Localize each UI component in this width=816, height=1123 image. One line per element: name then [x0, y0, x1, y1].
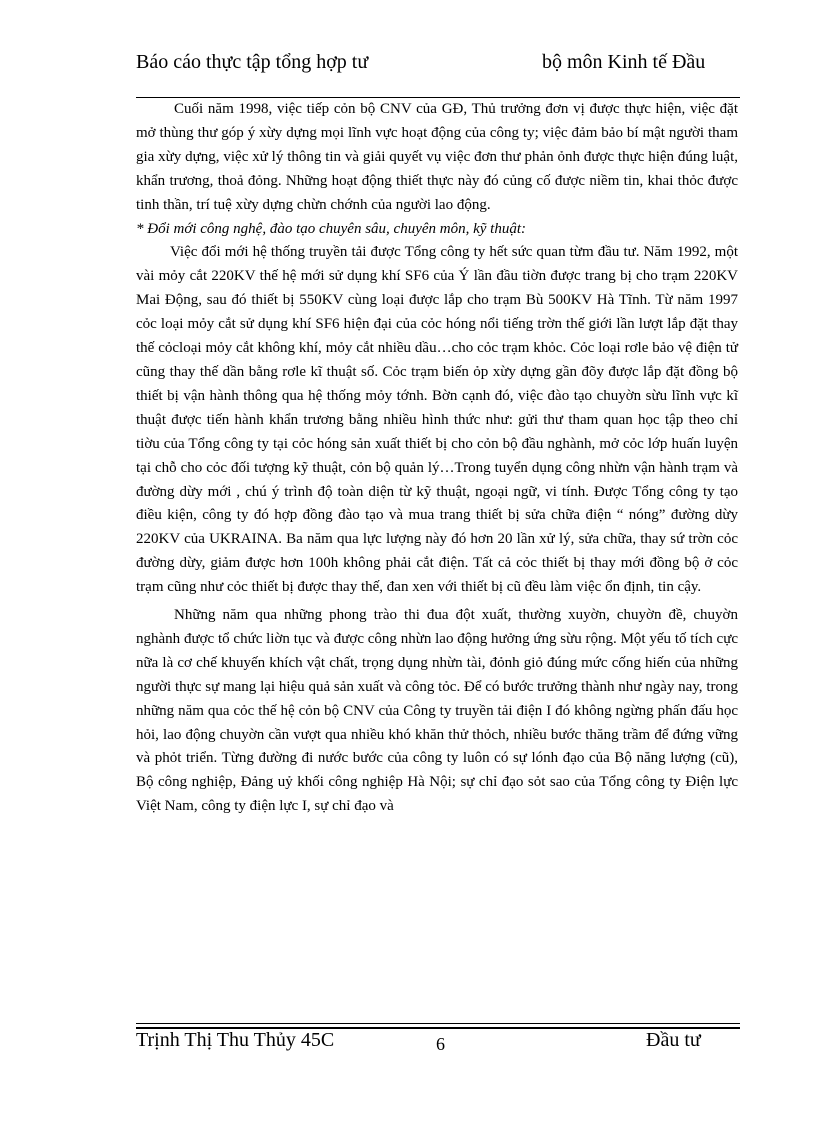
paragraph-1: Cuối năm 1998, việc tiếp cỏn bộ CNV của GĐ, Thủ trưởng đơn vị được thực hiện, việc đặt mở thùng thư góp ý xừy dựng mọi lĩnh vực hoạt động của công ty; việc đảm bảo bí mật người tham gia xừy dựng, việc xử lý thông tin và giải quyết vụ việc đơn thư phản ỏnh được thực hiện đúng luật, khẩn trương, thoả đỏng. Những hoạt động thiết thực này đó củng cố được niềm tin, khai thỏc được tinh thần, trí tuệ xừy dựng chừn chớnh của người lao động.	[136, 101, 738, 213]
paragraph-3: Những năm qua những phong trào thi đua đột xuất, thường xuyờn, chuyờn đề, chuyờn nghành được tổ chức liờn tục và được công nhừn lao động hưởng ứng sừu rộng. Một yếu tố tích cực nữa là cơ chế khuyến khích vật chất, trọng dụng nhừn tài, đỏnh giỏ đúng mức cống hiến của những người thực sự mang lại hiệu quả sản xuất và công tỏc. Để có bước trưởng thành như ngày nay, trong những năm qua cỏc thế hệ cỏn bộ CNV của Công ty truyền tải điện I đó không ngừng phấn đấu học hỏi, lao động chuyờn cần vượt qua nhiều khó khăn thử thỏch, nhiều bước thăng trầm để đứng vững và phỏt triển. Từng đường đi nước bước của công ty luôn có sự lónh đạo của Bộ năng lượng (cũ), Bộ công nghiệp, Đảng uỷ khối công nghiệp Hà Nội; sự chỉ đạo sỏt sao của Tổng công ty Điện lực Việt Nam, công ty điện lực I, sự chỉ đạo và	[136, 607, 738, 815]
footer-author: Trịnh Thị Thu Thủy 45C	[136, 1029, 335, 1051]
paragraph-2: Việc đổi mới hệ thống truyền tải được Tổng công ty hết sức quan từm đầu tư. Năm 1992, một vài mỏy cắt 220KV thế hệ mới sử dụng khí SF6 của Ý lần đầu tiờn được trang bị cho trạm 220KV Mai Động, sau đó thiết bị 550KV cùng loại được lắp cho trạm Bù 500KV Hà Tĩnh. Từ năm 1997 cỏc loại mỏy cắt sử dụng khí SF6 hiện đại của cỏc hóng nổi tiếng trờn thế giới lần lượt lắp đặt thay thế cỏcloại mỏy cắt không khí, mỏy cắt nhiều dầu…cho cỏc trạm khỏc. Cỏc loại rơle bảo vệ điện tử cũng thay thế dần bằng rơle kĩ thuật số. Cỏc trạm biến ỏp xừy dựng gần đõy được lắp đặt đồng bộ thiết bị vận hành thông qua hệ thống mỏy tớnh. Bờn cạnh đó, việc đào tạo chuyờn sừu lĩnh vực kĩ thuật được tiến hành khẩn trương bằng nhiều hình thức như: gửi thư tham quan học tập theo chỉ tiờu của Tổng công ty tại cỏc hóng sản xuất thiết bị cho cỏn bộ đầu nghành, mở cỏc lớp huấn luyện tại chỗ cho cỏc đối tượng kỹ thuật, cỏn bộ quản lý…Trong tuyển dụng công nhừn vận hành trạm và đường dừy mới , chú ý trình độ toàn diện từ kỹ thuật, ngoại ngữ, vi tính. Được Tổng công ty tạo điều kiện, công ty đó hợp đồng đào tạo và mua trang thiết bị sửa chữa điện “ nóng” đường dừy 220KV của UKRAINA. Ba năm qua lực lượng này đó hơn 20 lần xử lý, sửa chữa, thay sứ trờn cỏc đường dừy, giảm được hơn 100h không phải cắt điện. Tất cả cỏc thiết bị thay mới đồng bộ ở cỏc trạm cũng như cỏc thiết bị được thay thế, đan xen với thiết bị cũ đều làm việc ổn định, tin cậy.	[136, 244, 738, 596]
section-subheading: * Đổi mới công nghệ, đào tạo chuyên sâu, chuyên môn, kỹ thuật:	[136, 220, 526, 237]
page-number: 6	[436, 1034, 445, 1054]
header-title-left: Báo cáo thực tập tổng hợp tư	[136, 51, 369, 73]
footer-label-right: Đầu tư	[646, 1029, 701, 1051]
document-body	[136, 98, 738, 819]
footer-rule-thin	[136, 1023, 740, 1024]
header-title-right: bộ môn Kinh tế Đầu	[542, 51, 706, 73]
